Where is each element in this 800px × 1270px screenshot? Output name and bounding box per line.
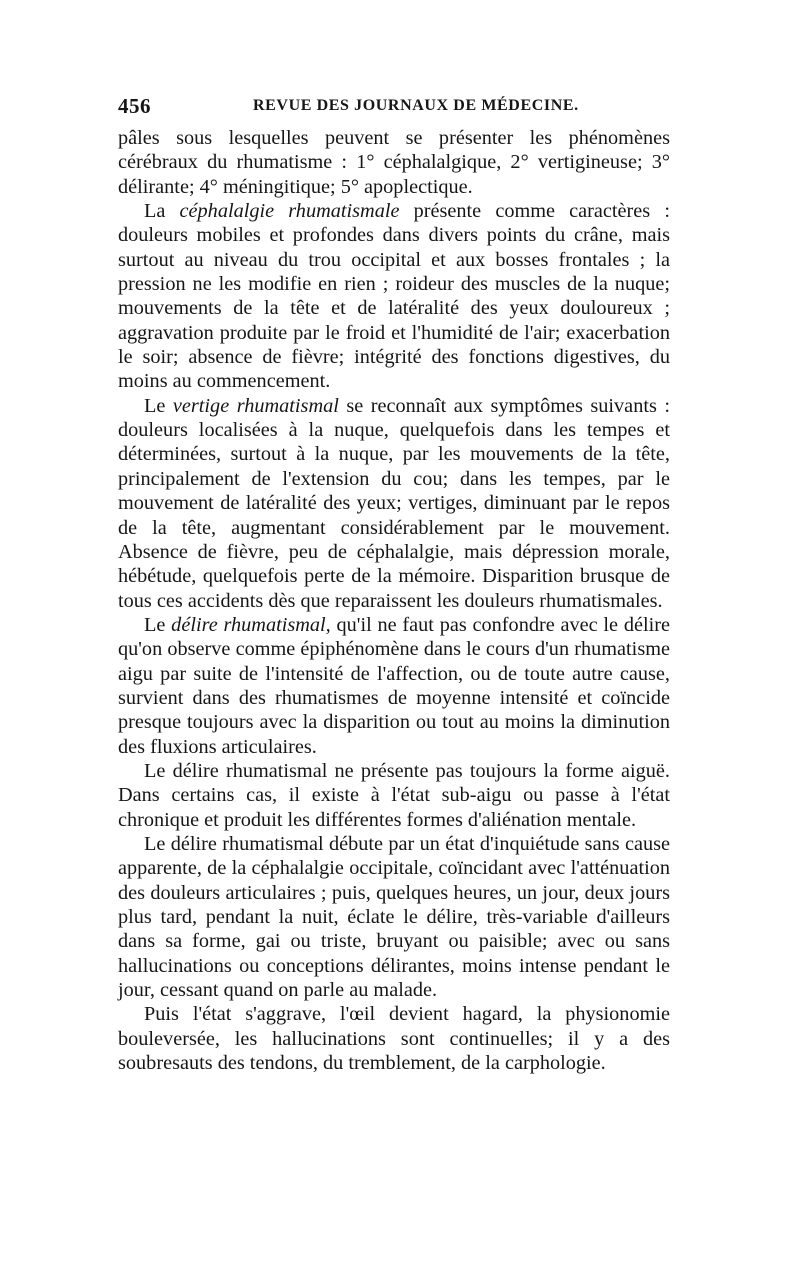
- paragraph-lead: Le: [144, 613, 172, 636]
- paragraph-text: pâles sous lesquelles peuvent se présenter les phénomènes cérébraux du rhumatisme : 1° céphalalgique, 2° vertigineuse; 3° délirante; 4° méningitique; 5° apoplectique.: [118, 127, 670, 198]
- paragraph-text: Le délire rhumatismal débute par un état d'inquiétude sans cause apparente, de la céphalalgie occipitale, coïncidant avec l'atténuation des douleurs articulaires ; puis, quelques heures, un jour, deux jours plus tard, pendant la nuit, éclate le délire, très-variable d'ailleurs dans sa forme, gai ou triste, bruyant ou paisible; avec ou sans hallucinations ou conceptions délirantes, moins intense pendant le jour, cessant quand on parle au malade.: [118, 832, 670, 1002]
- running-title: REVUE DES JOURNAUX DE MÉDECINE.: [253, 97, 579, 114]
- paragraph-lead: La: [144, 200, 180, 223]
- paragraph-text: qu'il ne faut pas confondre avec le délire qu'on observe comme épiphénomène dans le cours d'un rhumatisme aigu par suite de l'intensité de l'affection, ou de toute autre cause, survient dans des rhumatismes de moyenne intensité et coïncide presque toujours avec la disparition ou tout au moins la diminution des fluxions articulaires.: [118, 613, 671, 758]
- paragraph-text: présente comme caractères : douleurs mobiles et profondes dans divers points du crâne, mais surtout au niveau du trou occipital et aux bosses frontales ; la pression ne les modifie en rien ; roideur des muscles de la nuque; mouvements de la tête et de latéralité des yeux douloureux ; aggravation produite par le froid et l'humidité de l'air; exacerbation le soir; absence de fièvre; intégrité des fonctions digestives, du moins au commencement.: [118, 200, 670, 393]
- page-number: 456: [118, 94, 151, 118]
- paragraph-forme-aigue: [118, 759, 670, 832]
- paragraph-debut: [118, 832, 670, 1002]
- paragraph-continuation: [118, 126, 670, 199]
- paragraph-text: Le délire rhumatismal ne présente pas toujours la forme aiguë. Dans certains cas, il existe à l'état sub-aigu ou passe à l'état chronique et produit les différentes formes d'aliénation mentale.: [118, 759, 670, 831]
- paragraph-text: se reconnaît aux symptômes suivants : douleurs localisées à la nuque, quelquefois dans les tempes et déterminées, surtout à la nuque, par les mouvements de la tête, principalement de l'extension du cou; dans les tempes, par le mouvement de latéralité des yeux; vertiges, diminuant par le repos de la tête, augmentant considérablement par le mouvement. Absence de fièvre, peu de céphalalgie, mais dépression morale, hébétude, quelquefois perte de la mémoire. Disparition brusque de tous ces accidents dès que reparaissent les douleurs rhumatismales.: [118, 394, 670, 612]
- page-header: [118, 94, 678, 120]
- paragraph-aggravation: [118, 1002, 670, 1075]
- paragraph-text: Puis l'état s'aggrave, l'œil devient hagard, la physionomie bouleversée, les hallucinations sont continuelles; il y a des soubresauts des tendons, du tremblement, de la carphologie.: [118, 1003, 670, 1075]
- italic-term: délire rhumatismal,: [171, 613, 331, 636]
- paragraph-cephalalgie: [118, 199, 670, 394]
- italic-term: céphalalgie rhumatismale: [179, 200, 400, 223]
- article-body: [118, 126, 670, 1075]
- italic-term: vertige rhumatismal: [172, 394, 339, 417]
- paragraph-delire: [118, 613, 670, 759]
- paragraph-vertige: [118, 394, 670, 613]
- paragraph-lead: Le: [144, 394, 173, 417]
